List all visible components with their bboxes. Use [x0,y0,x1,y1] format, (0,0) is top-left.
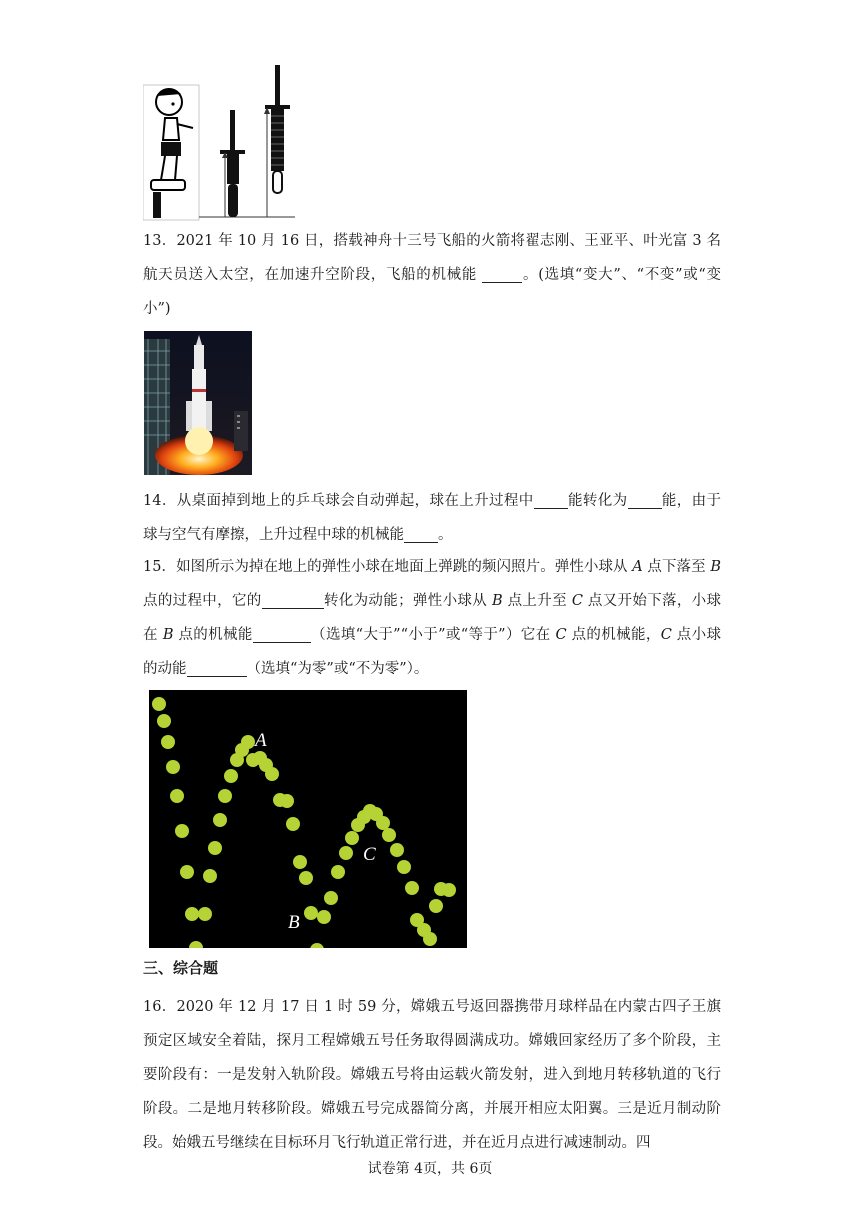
ball-image-22 [265,767,279,781]
ball-image-34 [345,831,359,845]
ball-image-46 [423,932,437,946]
q15-text: （选填“为零”或“不为零”）。 [246,661,429,677]
q15-text: 点上升至 [502,593,572,609]
ball-image-33 [339,846,353,860]
q13-text-after: 。(选填“变大”、“不变”或“变小”) [143,267,721,317]
ball-image-4 [166,760,180,774]
ball-image-8 [185,907,199,921]
q15-text: 点的机械能， [566,627,661,643]
bouncing-ball-strobe-photo [149,690,467,948]
ball-image-43 [405,881,419,895]
label-a: A [255,730,267,751]
ball-image-32 [331,865,345,879]
q15-text: （选填“大于”“小于”或“等于”）它在 [310,627,556,643]
q14-part1: 14．从桌面掉到地上的乒乓球会自动弹起，球在上升过程中 [143,493,534,509]
q13-answer-blank[interactable] [482,262,522,283]
q15-point-b: B [492,593,503,609]
q15-blank-1[interactable] [262,588,324,609]
ball-image-11 [203,869,217,883]
q14-part3: 能，由于球与空气有摩擦，上升过程中球的机械能 [143,493,722,543]
ball-image-13 [213,813,227,827]
q14-blank-3[interactable] [404,522,438,543]
rocket-launch-photo [144,331,252,475]
q15-point-c: C [660,627,672,643]
q14-blank-2[interactable] [628,488,662,509]
question-16: 16．2020 年 12 月 17 日 1 时 59 分，嫦娥五号返回器携带月球样品在内蒙古四子王旗预定区域安全着陆，探月工程嫦娥五号任务取得圆满成功。嫦娥回家经历了多个阶段，主要阶段有：一是发射入轨阶段。嫦娥五号将由运载火箭发射，进入到地月转移轨道的飞行阶段。二是地月转移阶段。嫦娥五号完成器简分离，并展开相应太阳翼。三是近月制动阶段。始娥五号继续在目标环月飞行轨道正常行进，并在近月点进行减速制动。四 [143,999,721,1151]
q15-point-b: B [162,627,174,643]
page-footer: 试卷第 4页，共 6页 [367,1161,493,1177]
q15-text: 15．如图所示为掉在地上的弹性小球在地面上弹跳的频闪照片。弹性小球从 [143,559,633,575]
q14-blank-1[interactable] [534,488,568,509]
ball-image-49 [442,883,456,897]
q15-point-a: A [632,559,643,575]
q13-text-before: 13．2021 年 10 月 16 日，搭载神舟十三号飞船的火箭将翟志刚、王亚平、叶光富 3 名航天员送入太空，在加速升空阶段，飞船的机械能 [143,233,721,283]
label-b: B [288,912,300,933]
q15-text: 点的机械能 [173,627,253,643]
q14-part4: 。 [438,527,453,543]
ball-image-1 [152,697,166,711]
q15-text: 点又开始下落，小球在 [143,593,722,643]
ball-image-31 [324,891,338,905]
ball-image-14 [218,789,232,803]
q15-text: 点下落至 [642,559,711,575]
ball-image-42 [397,860,411,874]
ball-image-30 [317,910,331,924]
q15-blank-2[interactable] [253,622,311,643]
ball-image-5 [170,789,184,803]
ball-image-12 [208,841,222,855]
ball-image-7 [180,865,194,879]
ball-image-18 [241,735,255,749]
ball-image-24 [280,794,294,808]
question-15 [143,550,721,686]
ball-image-10 [198,907,212,921]
label-c: C [363,844,376,865]
q15-point-c: C [555,627,567,643]
ball-image-6 [175,824,189,838]
ball-image-15 [224,769,238,783]
q15-blank-3[interactable] [187,656,247,677]
q14-part2: 能转化为 [567,493,628,509]
ball-image-26 [293,855,307,869]
q15-point-b: B [710,559,721,575]
q15-point-c: C [571,593,583,609]
ball-image-25 [286,817,300,831]
pogo-stick-figure [143,62,298,222]
ball-image-39 [376,816,390,830]
question-14 [143,484,721,552]
ball-image-3 [161,735,175,749]
q15-text: 点小球的动能 [143,627,722,677]
ball-image-27 [299,871,313,885]
question-13 [143,224,721,326]
q15-text: 点的过程中，它的 [143,593,262,609]
ball-image-41 [390,843,404,857]
ball-image-40 [382,828,396,842]
ball-image-2 [157,714,171,728]
ball-image-28 [304,906,318,920]
ball-image-47 [429,899,443,913]
section-title: 三、综合题 [143,959,219,977]
q15-text: 转化为动能；弹性小球从 [323,593,492,609]
